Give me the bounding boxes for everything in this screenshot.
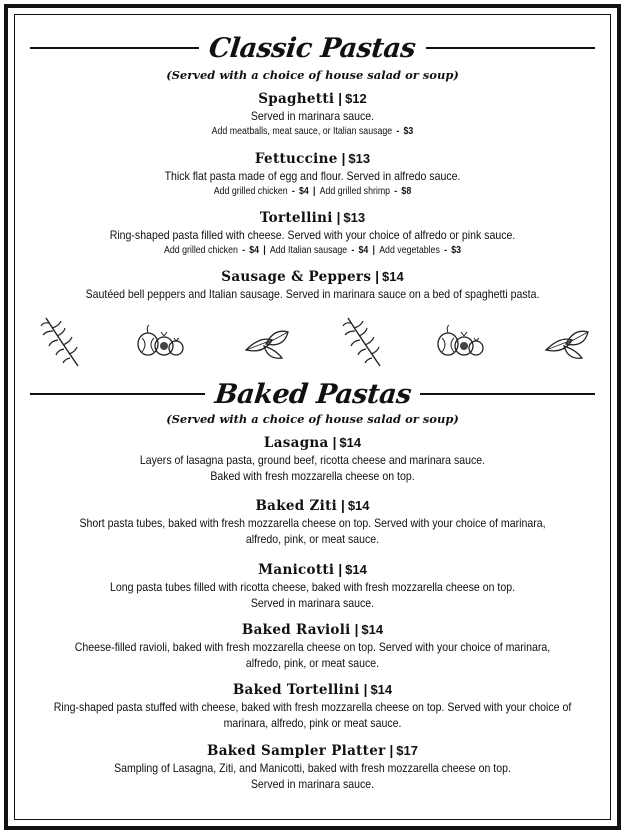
header-rule-right <box>426 47 595 49</box>
garlic-tomato-icon <box>434 324 484 360</box>
item-price: $14 <box>361 622 384 637</box>
item-description: Sautéed bell peppers and Italian sausage. Served in marinara sauce on a bed of spaghetti pasta. <box>85 287 540 301</box>
item-name: Tortellini <box>259 210 333 226</box>
item-description: Layers of lasagna pasta, ground beef, ricotta cheese and marinara sauce. <box>139 453 486 467</box>
menu-item-lasagna: Lasagna | $14 Layers of lasagna pasta, ground beef, ricotta cheese and marinara sauce. Baked with fresh mozzarella cheese on top. <box>14 434 611 484</box>
addon-text: Add grilled shrimp <box>319 186 391 197</box>
decorative-illustrations <box>14 314 611 374</box>
menu-item-sausage-peppers: Sausage & Peppers | $14 Sautéed bell peppers and Italian sausage. Served in marinara sauce on a bed of spaghetti pasta. <box>14 268 611 302</box>
item-name: Baked Ziti <box>255 498 338 514</box>
classic-section-header <box>14 28 611 68</box>
classic-section-subtitle: (Served with a choice of house salad or soup) <box>166 68 459 82</box>
addon-price: $4 <box>249 245 259 256</box>
item-addons: Add grilled chicken - $4 | Add Italian sausage - $4 | Add vegetables - $3 <box>164 245 461 256</box>
baked-section-subtitle: (Served with a choice of house salad or soup) <box>166 412 459 426</box>
addon-text: Add grilled chicken <box>213 186 288 197</box>
item-description: marinara, alfredo, pink or meat sauce. <box>223 716 402 730</box>
addon-price: $3 <box>403 126 414 137</box>
item-description: Baked with fresh mozzarella cheese on top. <box>210 469 415 483</box>
item-price: $13 <box>343 210 366 225</box>
addon-price: $3 <box>451 245 461 256</box>
menu-item-baked-sampler-platter: Baked Sampler Platter | $17 Sampling of Lasagna, Ziti, and Manicotti, baked with fresh mozzarella cheese on top. Served in marinara sauce. <box>14 742 611 792</box>
item-name: Baked Tortellini <box>232 682 360 698</box>
item-description: Ring-shaped pasta filled with cheese. Served with your choice of alfredo or pink sauce. <box>109 228 516 242</box>
item-price: $14 <box>370 682 393 697</box>
addon-price: $4 <box>298 186 309 197</box>
item-price: $14 <box>347 498 370 513</box>
item-name: Sausage & Peppers <box>221 269 372 285</box>
item-name: Baked Sampler Platter <box>207 743 386 759</box>
item-description: alfredo, pink, or meat sauce. <box>245 532 380 546</box>
item-description: Served in marinara sauce. <box>250 777 375 791</box>
addon-price: $4 <box>358 245 369 256</box>
item-price: $14 <box>382 269 404 284</box>
menu-item-manicotti: Manicotti | $14 Long pasta tubes filled with ricotta cheese, baked with fresh mozzarella cheese on top. Served in marinara sauce. <box>14 561 611 611</box>
item-description: alfredo, pink, or meat sauce. <box>245 656 380 670</box>
herb-sprig-icon <box>38 314 84 370</box>
item-price: $17 <box>396 743 418 758</box>
addon-text: Add vegetables <box>379 245 440 256</box>
baked-section-title: Baked Pastas <box>212 378 413 410</box>
menu-item-fettuccine: Fettuccine | $13 Thick flat pasta made of egg and flour. Served in alfredo sauce. Add grilled chicken - $4 | Add grilled shrimp - $8 <box>14 150 611 199</box>
item-description: Served in marinara sauce. <box>250 109 375 123</box>
menu-item-spaghetti: Spaghetti | $12 Served in marinara sauce. Add meatballs, meat sauce, or Italian sausage - $3 <box>14 90 611 139</box>
item-name: Fettuccine <box>254 151 338 167</box>
addon-text: Add meatballs, meat sauce, or Italian sausage <box>211 126 393 137</box>
item-description: Ring-shaped pasta stuffed with cheese, baked with fresh mozzarella cheese on top. Served with your choice of <box>53 700 572 714</box>
basil-leaves-icon <box>242 326 292 360</box>
header-rule-right <box>420 393 595 395</box>
item-price: $13 <box>348 151 371 166</box>
classic-section-title: Classic Pastas <box>207 32 418 64</box>
basil-leaves-icon <box>542 326 592 360</box>
item-addons: Add grilled chicken - $4 | Add grilled shrimp - $8 <box>213 186 412 197</box>
item-name: Manicotti <box>258 562 335 578</box>
item-price: $14 <box>345 562 367 577</box>
item-description: Served in marinara sauce. <box>250 596 375 610</box>
addon-text: Add grilled chicken <box>164 245 238 256</box>
garlic-tomato-icon <box>134 324 184 360</box>
menu-item-baked-tortellini: Baked Tortellini | $14 Ring-shaped pasta stuffed with cheese, baked with fresh mozzarella cheese on top. Served with your choice of marinara, alfredo, pink or meat sauce. <box>14 681 611 731</box>
menu-item-baked-ravioli: Baked Ravioli | $14 Cheese-filled ravioli, baked with fresh mozzarella cheese on top. Served with your choice of marinara, alfredo, pink, or meat sauce. <box>14 621 611 671</box>
item-description: Sampling of Lasagna, Ziti, and Manicotti, baked with fresh mozzarella cheese on top. <box>114 761 511 775</box>
item-description: Short pasta tubes, baked with fresh mozzarella cheese on top. Served with your choice of marinara, <box>79 516 546 530</box>
herb-sprig-icon <box>340 314 386 370</box>
item-description: Long pasta tubes filled with ricotta cheese, baked with fresh mozzarella cheese on top. <box>109 580 516 594</box>
item-price: $14 <box>339 435 362 450</box>
item-name: Spaghetti <box>258 91 335 107</box>
addon-text: Add Italian sausage <box>269 245 348 256</box>
baked-section-header <box>14 374 611 414</box>
item-price: $12 <box>345 91 367 106</box>
item-addons: Add meatballs, meat sauce, or Italian sausage - $3 <box>211 126 414 137</box>
header-rule-left <box>30 393 205 395</box>
menu-item-tortellini: Tortellini | $13 Ring-shaped pasta filled with cheese. Served with your choice of alfredo or pink sauce. Add grilled chicken - $4 | Add Italian sausage - $4 | Add vegetables - $3 <box>14 209 611 258</box>
item-description: Thick flat pasta made of egg and flour. Served in alfredo sauce. <box>164 169 461 183</box>
menu-item-baked-ziti: Baked Ziti | $14 Short pasta tubes, baked with fresh mozzarella cheese on top. Served with your choice of marinara, alfredo, pink, or meat sauce. <box>14 497 611 547</box>
header-rule-left <box>30 47 199 49</box>
addon-price: $8 <box>401 186 412 197</box>
item-description: Cheese-filled ravioli, baked with fresh mozzarella cheese on top. Served with your choice of marinara, <box>74 640 551 654</box>
item-name: Baked Ravioli <box>241 622 351 638</box>
item-name: Lasagna <box>263 435 329 451</box>
